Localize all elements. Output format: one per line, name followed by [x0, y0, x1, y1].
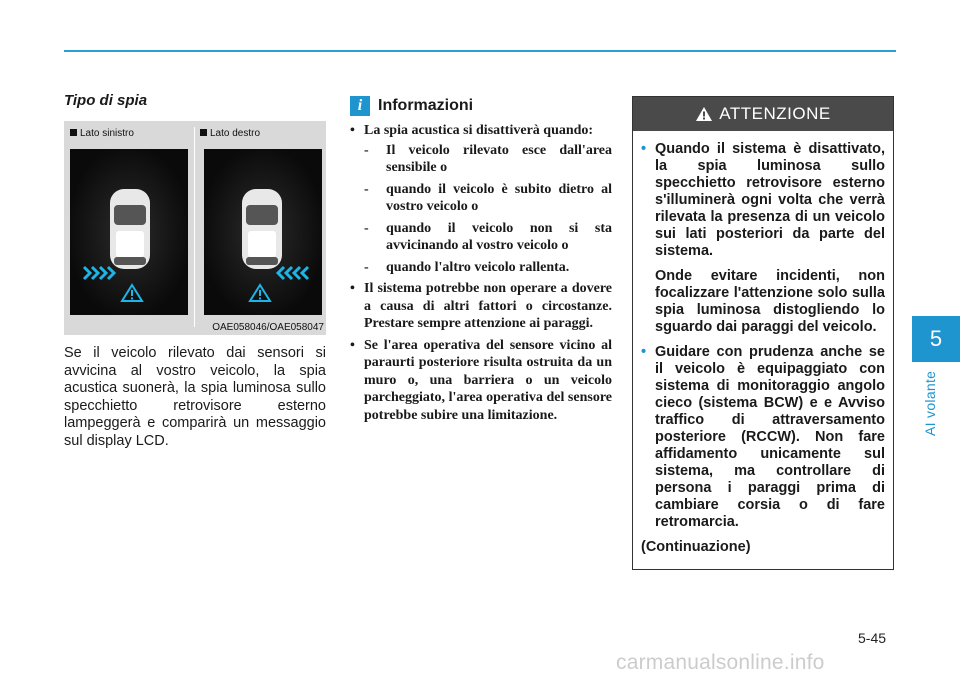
mirror-display-right: [204, 149, 322, 315]
bullet-icon: •: [641, 344, 647, 360]
figure-label-right: Lato destro: [200, 128, 260, 139]
info-header: [350, 96, 612, 116]
left-column: [64, 92, 326, 450]
warning-item-continued: Onde evitare incidenti, non focalizzare l'attenzione solo sulla spia luminosa distogliendo lo sguardo dai paraggi del veicolo.: [655, 268, 885, 335]
chevrons-right-icon: [84, 267, 114, 279]
bullet-icon: •: [641, 141, 647, 157]
chevrons-left-icon: [278, 267, 308, 279]
figure: [64, 121, 326, 335]
warning-triangle-icon: [695, 106, 713, 122]
list-item: • Se l'area operativa del sensore vicino al paraurti posteriore risulta ostruita da un muro o, una barriera o un veicolo parcheggiato, l'area operativa del sensore potrebbe subire una limitazione.: [350, 337, 612, 423]
info-title: Informazioni: [378, 97, 474, 114]
page-number: 5-45: [858, 630, 887, 646]
header-rule: [64, 50, 896, 52]
warning-header: [633, 97, 893, 131]
chapter-label: AI volante: [922, 370, 938, 436]
watermark: carmanualsonline.info: [616, 651, 825, 674]
car-top-view-icon: [204, 149, 322, 315]
warning-title: ATTENZIONE: [719, 104, 831, 123]
continued-label: (Continuazione): [641, 539, 751, 555]
figure-divider: [194, 127, 195, 327]
square-bullet-icon: [200, 129, 207, 136]
chapter-tab: 5: [912, 316, 960, 362]
sub-list-item: - quando il veicolo è subito dietro al vostro veicolo o: [364, 181, 612, 214]
bullet-icon: •: [350, 281, 355, 296]
list-item: • La spia acustica si disattiverà quando: - Il veicolo rilevato esce dall'area sensibile o - quando il veicolo è subito dietro al vostro veicolo o - quando il veicolo non si sta avvicinando al vostro veicolo o - quando l'altro veicolo rallenta.: [350, 123, 612, 275]
body-paragraph: Se il veicolo rilevato dai sensori si avvicina al vostro veicolo, la spia acustica suonerà, la spia luminosa sullo specchietto retrovisore esterno lampeggerà e comparirà un messaggio sul display LCD.: [64, 345, 326, 449]
warning-box: [632, 96, 894, 570]
info-column: [350, 96, 612, 428]
section-title: Tipo di spia: [64, 92, 148, 109]
warning-triangle-icon: [122, 285, 142, 301]
info-list: [350, 122, 612, 424]
figure-label-left: Lato sinistro: [70, 128, 134, 139]
bullet-icon: •: [350, 123, 355, 138]
sub-list-item: - quando l'altro veicolo rallenta.: [364, 259, 570, 275]
square-bullet-icon: [70, 129, 77, 136]
sub-list-item: - Il veicolo rilevato esce dall'area sensibile o: [364, 142, 612, 175]
list-item: • Il sistema potrebbe non operare a dovere a causa di altri fattori o circostanze. Prestare sempre attenzione ai paraggi.: [350, 281, 612, 331]
warning-item: • Guidare con prudenza anche se il veicolo è equipaggiato con sistema di monitoraggio angolo cieco (sistema BCW) e e Avviso traffico di attraversamento posteriore (RCCW). Non fare affidamento unicamente sul sistema, ma controllare di persona i paraggi prima di cambiare corsia o di fare retromarcia.: [641, 344, 885, 530]
sub-list-item: - quando il veicolo non si sta avvicinando al vostro veicolo o: [364, 220, 612, 253]
info-icon: i: [350, 96, 370, 116]
warning-item: • Quando il sistema è disattivato, la spia luminosa sullo specchietto retrovisore esterno s'illuminerà ogni volta che verrà rilevata la presenza di un veicolo sui lati posteriori da parte del sistema.: [641, 141, 885, 259]
mirror-display-left: [70, 149, 188, 315]
sub-list: [364, 142, 612, 277]
warning-body: [633, 131, 893, 556]
figure-code: OAE058046/OAE058047: [212, 322, 324, 333]
bullet-icon: •: [350, 337, 355, 353]
car-top-view-icon: [70, 149, 188, 315]
warning-triangle-icon: [250, 285, 270, 301]
